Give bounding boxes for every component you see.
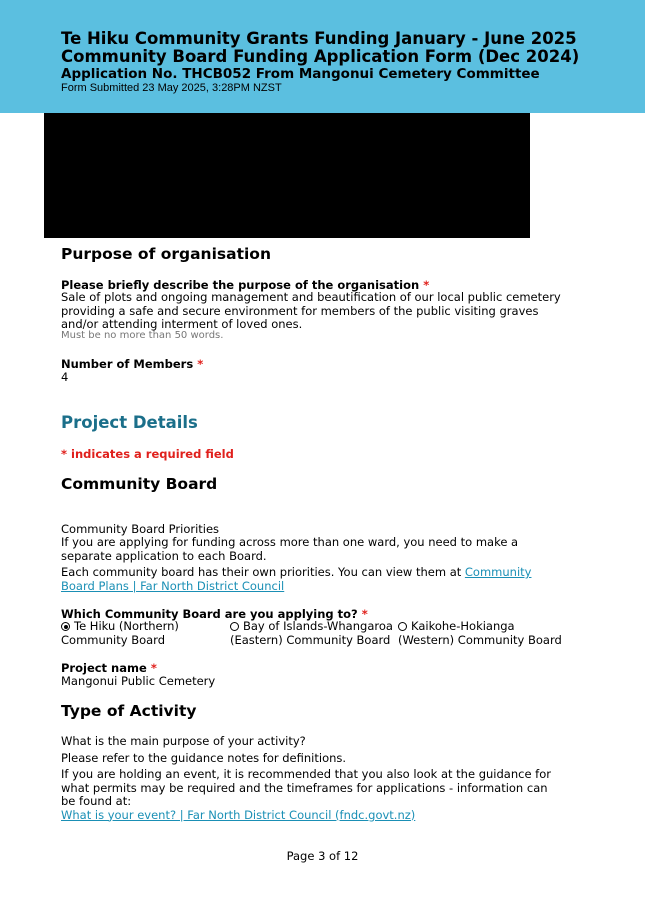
project-name-label: Project name * bbox=[61, 661, 157, 675]
members-label: Number of Members * bbox=[61, 357, 204, 371]
radio-unselected-icon bbox=[398, 622, 407, 631]
page-number: Page 3 of 12 bbox=[286, 849, 359, 863]
purpose-heading: Purpose of organisation bbox=[61, 245, 271, 263]
required-marker: * bbox=[423, 278, 430, 292]
purpose-answer: Sale of plots and ongoing management and beautification of our local public cemetery providing a safe and secure environment for members of the public visiting graves and/or attending interment of loved ones. bbox=[61, 290, 561, 331]
event-info-link[interactable]: What is your event? | Far North District Council (fndc.govt.nz) bbox=[61, 807, 416, 822]
project-details-heading: Project Details bbox=[61, 413, 198, 432]
form-title: Community Board Funding Application Form (Dec 2024) bbox=[61, 47, 580, 66]
required-marker: * bbox=[361, 607, 368, 621]
project-name-value: Mangonui Public Cemetery bbox=[61, 674, 216, 688]
radio-option-western[interactable]: Kaikohe-Hokianga (Western) Community Board bbox=[398, 619, 562, 647]
activity-question: What is the main purpose of your activity? bbox=[61, 734, 306, 748]
radio-option-eastern[interactable]: Bay of Islands-Whangaroa (Eastern) Community Board bbox=[230, 619, 393, 647]
activity-heading: Type of Activity bbox=[61, 702, 197, 720]
required-field-note: * indicates a required field bbox=[61, 447, 234, 461]
board-question-label: Which Community Board are you applying to? * bbox=[61, 607, 368, 621]
required-marker: * bbox=[150, 661, 157, 675]
grant-title: Te Hiku Community Grants Funding January - June 2025 bbox=[61, 29, 577, 48]
redacted-block bbox=[44, 113, 530, 238]
members-value: 4 bbox=[61, 370, 69, 384]
event-guidance-text: If you are holding an event, it is recommended that you also look at the guidance for what permits may be required and the timeframes for applications - information can be found at: What is your event? | Far North District Council (fndc.govt.nz) bbox=[61, 767, 551, 822]
form-header bbox=[0, 0, 645, 113]
word-limit-hint: Must be no more than 50 words. bbox=[61, 330, 224, 341]
guidance-note: Please refer to the guidance notes for definitions. bbox=[61, 751, 347, 765]
radio-selected-icon bbox=[61, 622, 70, 631]
priorities-text: If you are applying for funding across more than one ward, you need to make a separate application to each Board. bbox=[61, 535, 519, 563]
priorities-title: Community Board Priorities bbox=[61, 522, 220, 536]
radio-option-northern[interactable]: Te Hiku (Northern) Community Board bbox=[61, 619, 179, 647]
priorities-text-2: Each community board has their own priorities. You can view them at Community Board Plans | Far North District Council bbox=[61, 565, 532, 593]
submission-timestamp: Form Submitted 23 May 2025, 3:28PM NZST bbox=[61, 82, 282, 94]
purpose-question-label: Please briefly describe the purpose of the organisation * bbox=[61, 278, 430, 292]
required-marker: * bbox=[197, 357, 204, 371]
community-board-plans-link[interactable]: Community Board Plans | Far North District Council bbox=[61, 565, 532, 593]
community-board-heading: Community Board bbox=[61, 475, 218, 493]
application-number: Application No. THCB052 From Mangonui Cemetery Committee bbox=[61, 66, 540, 82]
radio-unselected-icon bbox=[230, 622, 239, 631]
